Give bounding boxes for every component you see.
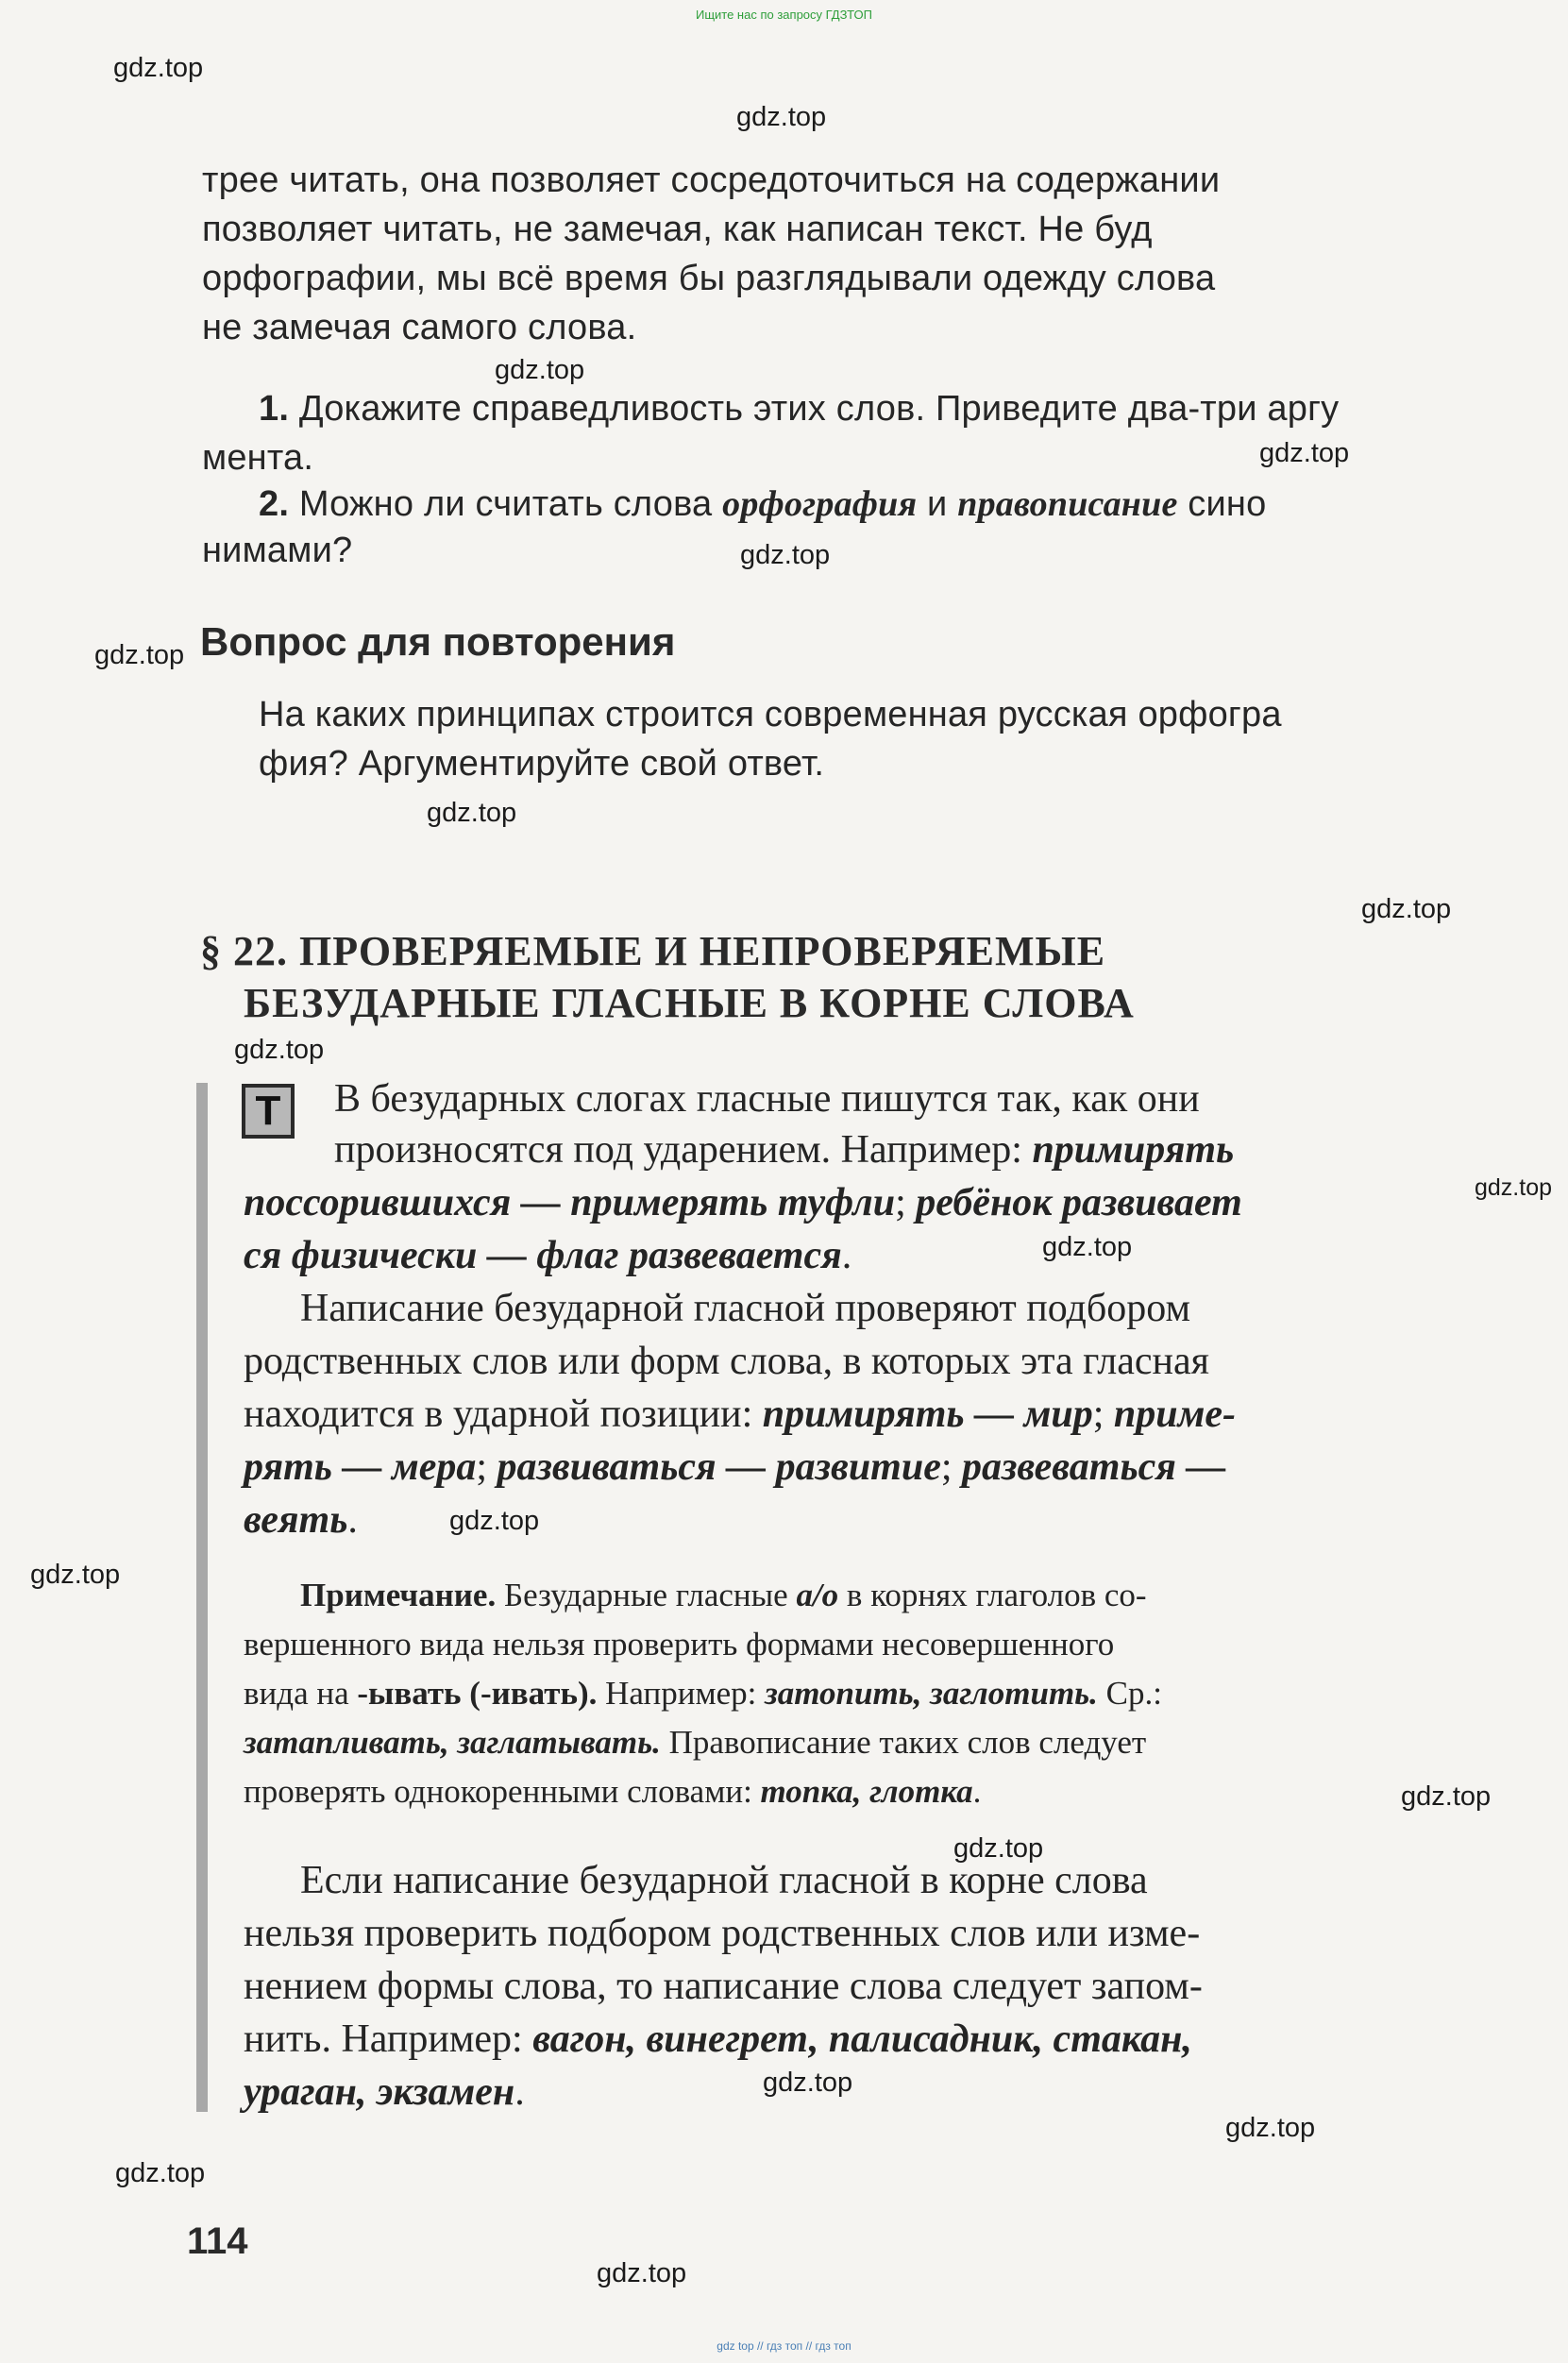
theory-text: находится в ударной позиции: [244, 1392, 753, 1436]
watermark: gdz.top [30, 1560, 121, 1590]
watermark: gdz.top [1042, 1232, 1133, 1262]
theory-line [334, 1127, 1234, 1173]
watermark: gdz.top [495, 355, 585, 385]
theory-text: . [347, 1498, 358, 1542]
review-line: фия? Аргументируйте свой ответ. [259, 744, 825, 784]
note-text: Правописание таких слов следует [668, 1724, 1147, 1761]
theory-line: В безударных слогах гласные пишутся так, как они [334, 1077, 1200, 1121]
review-heading: Вопрос для повторения [200, 619, 676, 664]
task-2-text: сино [1188, 484, 1267, 524]
task-2-text: Можно ли считать слова [298, 484, 713, 524]
watermark: gdz.top [449, 1506, 540, 1536]
example-words: а/о [796, 1577, 839, 1613]
example-words: веять [244, 1498, 348, 1542]
task-1-continuation: мента. [202, 438, 314, 478]
note-line [244, 1675, 1162, 1713]
example-words: топка, глотка [760, 1773, 973, 1810]
watermark: gdz.top [1225, 2113, 1316, 2143]
final-line: нением формы слова, то написание слова следует запом- [244, 1965, 1203, 2008]
watermark: gdz.top [953, 1833, 1044, 1864]
example-words: рять — мера [244, 1445, 477, 1489]
note-text: Ср.: [1105, 1675, 1162, 1712]
note-line: вершенного вида нельзя проверить формами несовершенного [244, 1626, 1115, 1663]
example-words: развиваться — развитие [497, 1445, 941, 1489]
final-line: Если написание безударной гласной в корне слова [300, 1859, 1148, 1902]
section-title: § 22. ПРОВЕРЯЕМЫЕ И НЕПРОВЕРЯЕМЫЕ [200, 928, 1106, 974]
review-line: На каких принципах строится современная русская орфогра [259, 695, 1282, 734]
top-banner: Ищите нас по запросу ГДЗТОП [695, 8, 872, 22]
theory-text: ; [476, 1445, 488, 1489]
note-line [244, 1773, 981, 1811]
theory-text: . [841, 1234, 852, 1277]
task-2-text: и [927, 484, 948, 524]
example-words: вагон, винегрет, палисадник, стакан, [532, 2017, 1192, 2061]
note-text: в корнях глаголов со- [846, 1577, 1147, 1613]
theory-text: произносятся под ударением. Например: [334, 1128, 1022, 1172]
note-text: Безударные гласные [503, 1577, 788, 1613]
theory-line [244, 1180, 1242, 1225]
note-text: . [972, 1773, 982, 1810]
task-2 [259, 483, 1266, 525]
example-words: ся физически — флаг развевается [244, 1234, 842, 1277]
watermark: gdz.top [1361, 894, 1452, 924]
theory-side-bar [196, 1083, 208, 2112]
theory-line [244, 1392, 1236, 1437]
intro-line: трее читать, она позволяет сосредоточиться на содержании [202, 160, 1221, 200]
final-text: нить. Например: [244, 2017, 523, 2061]
task-1-number: 1. [259, 389, 290, 429]
example-words: примирять [1032, 1128, 1235, 1172]
theory-line: родственных слов или форм слова, в которых эта гласная [244, 1340, 1209, 1383]
theory-line [244, 1444, 1225, 1490]
page-number: 114 [187, 2220, 248, 2262]
example-words: поссорившихся — примерять туфли [244, 1181, 896, 1224]
watermark: gdz.top [113, 53, 204, 83]
final-text: . [514, 2070, 525, 2114]
example-words: примирять — мир [762, 1392, 1093, 1436]
task-2-term: правописание [957, 484, 1178, 524]
note-text: Например: [605, 1675, 757, 1712]
watermark: gdz.top [115, 2158, 206, 2188]
theory-text: ; [940, 1445, 953, 1489]
note-label: Примечание. [300, 1577, 497, 1613]
theory-line [244, 1233, 851, 1278]
intro-line: не замечая самого слова. [202, 308, 637, 347]
bottom-banner: gdz top // гдз топ // гдз топ [717, 2339, 851, 2353]
note-text: вида на [244, 1675, 349, 1712]
theory-text: ; [895, 1181, 906, 1224]
watermark: gdz.top [94, 640, 185, 670]
task-2-number: 2. [259, 484, 290, 524]
watermark: gdz.top [234, 1035, 325, 1065]
theory-line: Написание безударной гласной проверяют подбором [300, 1287, 1191, 1330]
example-words: затапливать, заглатывать. [244, 1724, 661, 1761]
watermark: gdz.top [763, 2068, 853, 2098]
final-line [244, 2069, 525, 2115]
example-words: ребёнок развивает [916, 1181, 1242, 1224]
intro-line: орфографии, мы всё время бы разглядывали одежду слова [202, 259, 1216, 298]
example-words: приме- [1113, 1392, 1237, 1436]
theory-line [244, 1497, 358, 1543]
example-words: ураган, экзамен [244, 2070, 515, 2114]
task-2-term: орфография [722, 484, 918, 524]
final-line [244, 2017, 1192, 2062]
theory-badge: Т [242, 1084, 295, 1139]
watermark: gdz.top [1259, 438, 1350, 468]
example-words: затопить, заглотить. [765, 1675, 1098, 1712]
section-title: БЕЗУДАРНЫЕ ГЛАСНЫЕ В КОРНЕ СЛОВА [244, 980, 1135, 1026]
example-words: развеваться — [962, 1445, 1226, 1489]
watermark: gdz.top [1475, 1174, 1553, 1201]
watermark: gdz.top [736, 102, 827, 132]
note-suffix: -ывать (-ивать). [357, 1675, 598, 1712]
note-text: проверять однокоренными словами: [244, 1773, 752, 1810]
task-1-text: Докажите справедливость этих слов. Приведите два-три аргу [298, 389, 1340, 429]
intro-line: позволяет читать, не замечая, как написан текст. Не буд [202, 210, 1153, 249]
watermark: gdz.top [1401, 1781, 1492, 1812]
task-2-continuation: нимами? [202, 531, 353, 570]
final-line: нельзя проверить подбором родственных слов или изме- [244, 1912, 1201, 1955]
note-line [300, 1577, 1147, 1614]
watermark: gdz.top [740, 540, 831, 570]
note-line [244, 1724, 1146, 1762]
task-1 [259, 389, 1339, 430]
watermark: gdz.top [427, 798, 517, 828]
theory-text: ; [1092, 1392, 1104, 1436]
watermark: gdz.top [597, 2258, 687, 2288]
